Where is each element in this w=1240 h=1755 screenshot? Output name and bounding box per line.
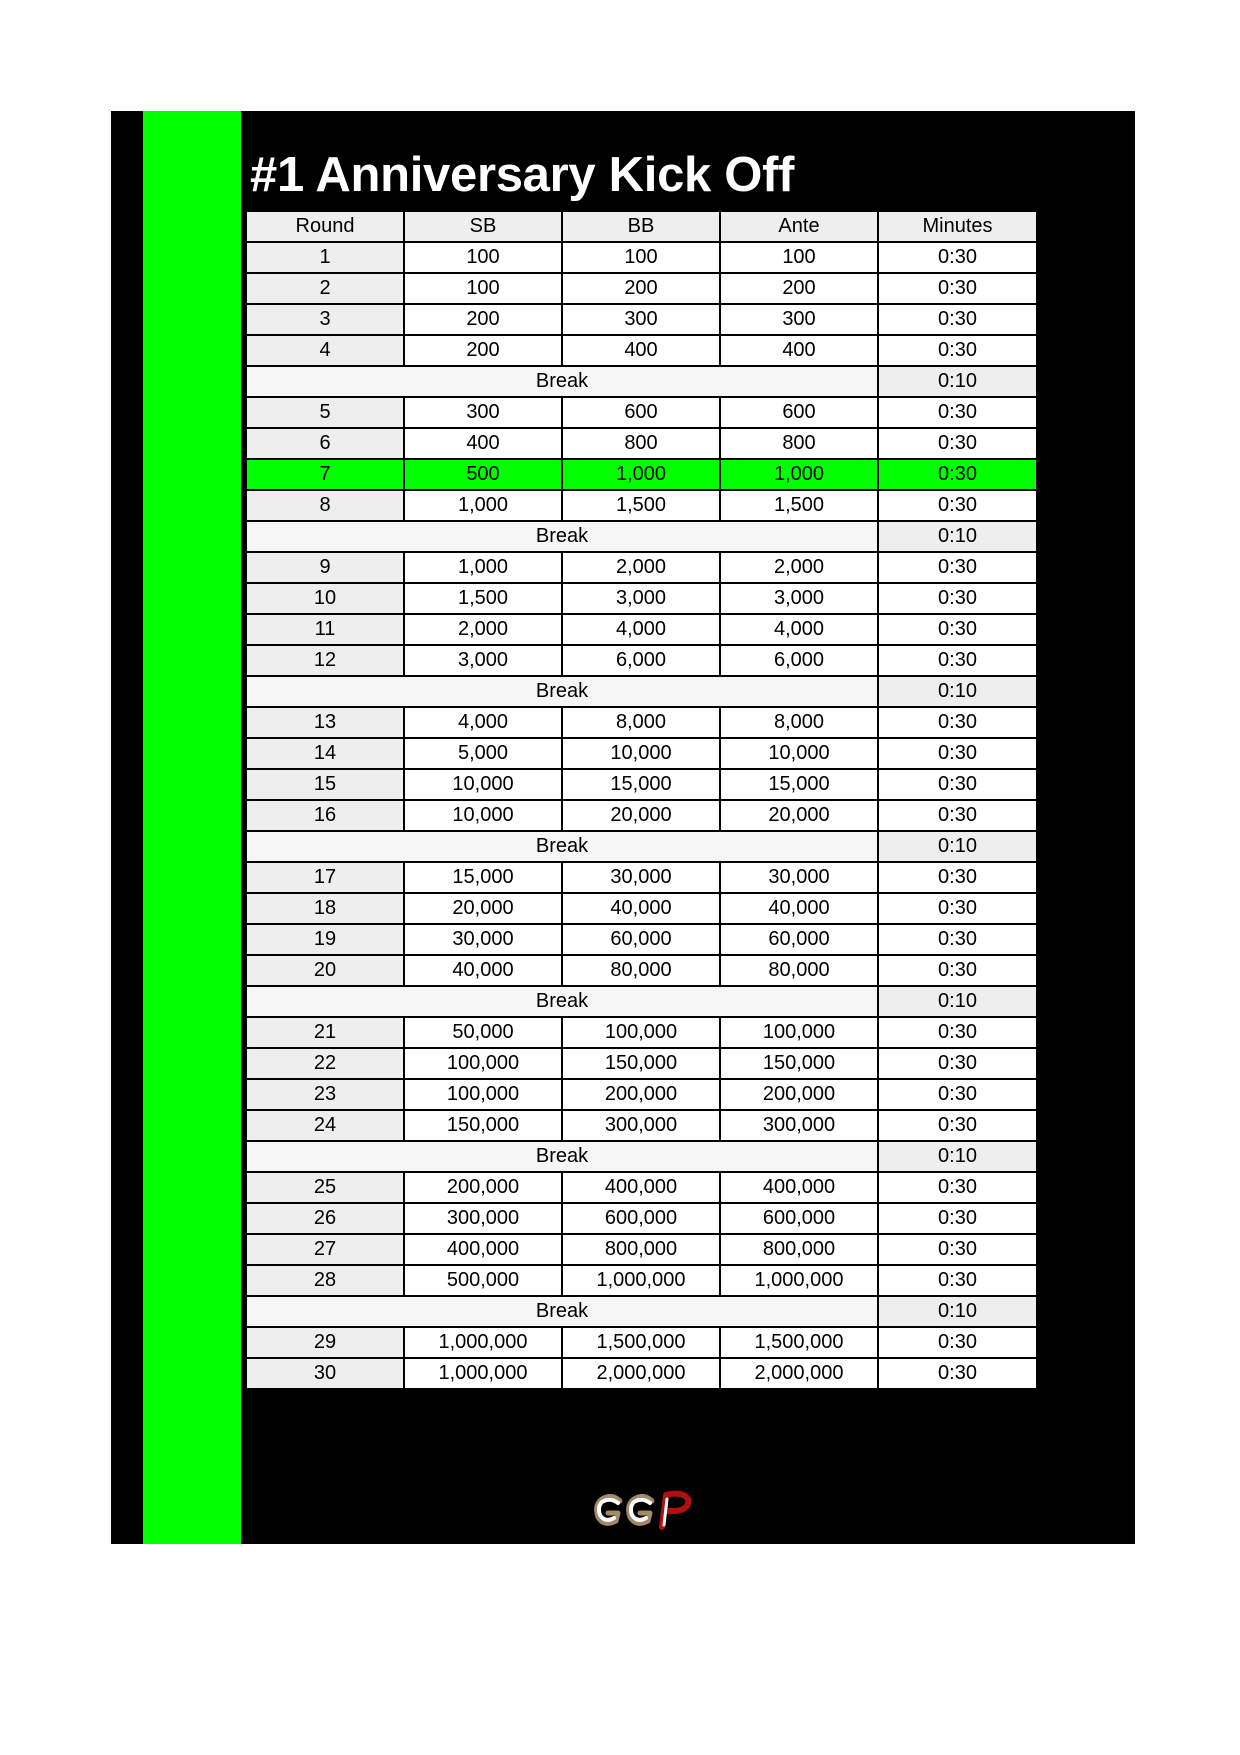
- cell-ante: 8,000: [720, 707, 878, 738]
- cell-round: 7: [246, 459, 404, 490]
- cell-minutes: 0:30: [878, 490, 1037, 521]
- cell-minutes: 0:30: [878, 614, 1037, 645]
- cell-round: 27: [246, 1234, 404, 1265]
- cell-ante: 60,000: [720, 924, 878, 955]
- cell-bb: 6,000: [562, 645, 720, 676]
- cell-sb: 150,000: [404, 1110, 562, 1141]
- cell-bb: 400,000: [562, 1172, 720, 1203]
- page-title: #1 Anniversary Kick Off: [250, 148, 795, 202]
- cell-sb: 500,000: [404, 1265, 562, 1296]
- cell-minutes: 0:30: [878, 1358, 1037, 1389]
- cell-minutes: 0:30: [878, 1234, 1037, 1265]
- cell-ante: 20,000: [720, 800, 878, 831]
- cell-sb: 200,000: [404, 1172, 562, 1203]
- cell-minutes: 0:30: [878, 1203, 1037, 1234]
- cell-bb: 600,000: [562, 1203, 720, 1234]
- cell-round: 11: [246, 614, 404, 645]
- cell-sb: 200: [404, 335, 562, 366]
- cell-minutes: 0:30: [878, 955, 1037, 986]
- cell-round: 15: [246, 769, 404, 800]
- cell-bb: 20,000: [562, 800, 720, 831]
- cell-minutes: 0:30: [878, 800, 1037, 831]
- cell-minutes: 0:30: [878, 707, 1037, 738]
- cell-bb: 40,000: [562, 893, 720, 924]
- table-row: [246, 862, 1037, 893]
- blind-structure-table: [245, 210, 1038, 1390]
- cell-ante: 800: [720, 428, 878, 459]
- table-row: [246, 800, 1037, 831]
- table-row: [246, 1234, 1037, 1265]
- cell-sb: 100: [404, 242, 562, 273]
- cell-bb: 1,000,000: [562, 1265, 720, 1296]
- break-minutes: 0:10: [878, 1296, 1037, 1327]
- cell-sb: 200: [404, 304, 562, 335]
- break-label: Break: [246, 831, 878, 862]
- header-minutes: Minutes: [878, 211, 1037, 242]
- cell-ante: 600: [720, 397, 878, 428]
- table-row: [246, 552, 1037, 583]
- cell-bb: 200,000: [562, 1079, 720, 1110]
- cell-round: 19: [246, 924, 404, 955]
- cell-round: 13: [246, 707, 404, 738]
- table-row: [246, 459, 1037, 490]
- cell-ante: 15,000: [720, 769, 878, 800]
- cell-minutes: 0:30: [878, 397, 1037, 428]
- break-minutes: 0:10: [878, 676, 1037, 707]
- cell-ante: 400,000: [720, 1172, 878, 1203]
- cell-bb: 2,000,000: [562, 1358, 720, 1389]
- cell-sb: 300,000: [404, 1203, 562, 1234]
- table-row: [246, 738, 1037, 769]
- cell-sb: 15,000: [404, 862, 562, 893]
- cell-round: 8: [246, 490, 404, 521]
- table-row: [246, 273, 1037, 304]
- cell-minutes: 0:30: [878, 862, 1037, 893]
- cell-minutes: 0:30: [878, 738, 1037, 769]
- cell-ante: 400: [720, 335, 878, 366]
- cell-bb: 4,000: [562, 614, 720, 645]
- cell-round: 4: [246, 335, 404, 366]
- table-row: [246, 1079, 1037, 1110]
- cell-ante: 100: [720, 242, 878, 273]
- cell-ante: 200,000: [720, 1079, 878, 1110]
- table-body: [246, 242, 1037, 1389]
- cell-round: 12: [246, 645, 404, 676]
- cell-sb: 1,000: [404, 552, 562, 583]
- break-minutes: 0:10: [878, 831, 1037, 862]
- table-row: [246, 707, 1037, 738]
- cell-round: 29: [246, 1327, 404, 1358]
- cell-bb: 1,500: [562, 490, 720, 521]
- cell-round: 28: [246, 1265, 404, 1296]
- cell-sb: 400,000: [404, 1234, 562, 1265]
- cell-ante: 1,000,000: [720, 1265, 878, 1296]
- table-row: [246, 397, 1037, 428]
- cell-minutes: 0:30: [878, 273, 1037, 304]
- break-label: Break: [246, 1141, 878, 1172]
- table-row: [246, 893, 1037, 924]
- cell-ante: 300: [720, 304, 878, 335]
- cell-minutes: 0:30: [878, 1172, 1037, 1203]
- cell-minutes: 0:30: [878, 1327, 1037, 1358]
- cell-sb: 5,000: [404, 738, 562, 769]
- cell-ante: 80,000: [720, 955, 878, 986]
- cell-bb: 800,000: [562, 1234, 720, 1265]
- cell-round: 25: [246, 1172, 404, 1203]
- cell-minutes: 0:30: [878, 893, 1037, 924]
- cell-sb: 1,000,000: [404, 1358, 562, 1389]
- cell-round: 30: [246, 1358, 404, 1389]
- cell-ante: 3,000: [720, 583, 878, 614]
- cell-minutes: 0:30: [878, 769, 1037, 800]
- ggp-logo-icon: [590, 1487, 700, 1533]
- table-row: [246, 1017, 1037, 1048]
- break-label: Break: [246, 676, 878, 707]
- cell-bb: 60,000: [562, 924, 720, 955]
- cell-ante: 200: [720, 273, 878, 304]
- cell-ante: 4,000: [720, 614, 878, 645]
- header-round: Round: [246, 211, 404, 242]
- cell-sb: 300: [404, 397, 562, 428]
- break-minutes: 0:10: [878, 366, 1037, 397]
- cell-round: 6: [246, 428, 404, 459]
- cell-round: 18: [246, 893, 404, 924]
- cell-round: 10: [246, 583, 404, 614]
- header-ante: Ante: [720, 211, 878, 242]
- cell-round: 21: [246, 1017, 404, 1048]
- cell-ante: 10,000: [720, 738, 878, 769]
- cell-sb: 1,000: [404, 490, 562, 521]
- break-row: [246, 1141, 1037, 1172]
- cell-round: 1: [246, 242, 404, 273]
- break-row: [246, 366, 1037, 397]
- table-row: [246, 242, 1037, 273]
- break-minutes: 0:10: [878, 986, 1037, 1017]
- cell-minutes: 0:30: [878, 1048, 1037, 1079]
- cell-bb: 10,000: [562, 738, 720, 769]
- cell-ante: 2,000,000: [720, 1358, 878, 1389]
- cell-ante: 100,000: [720, 1017, 878, 1048]
- break-row: [246, 986, 1037, 1017]
- cell-bb: 150,000: [562, 1048, 720, 1079]
- cell-bb: 80,000: [562, 955, 720, 986]
- table-row: [246, 1358, 1037, 1389]
- cell-sb: 400: [404, 428, 562, 459]
- break-row: [246, 676, 1037, 707]
- cell-round: 22: [246, 1048, 404, 1079]
- cell-bb: 30,000: [562, 862, 720, 893]
- cell-bb: 200: [562, 273, 720, 304]
- cell-bb: 100,000: [562, 1017, 720, 1048]
- cell-ante: 150,000: [720, 1048, 878, 1079]
- cell-ante: 40,000: [720, 893, 878, 924]
- cell-sb: 1,000,000: [404, 1327, 562, 1358]
- break-row: [246, 521, 1037, 552]
- cell-ante: 30,000: [720, 862, 878, 893]
- cell-bb: 8,000: [562, 707, 720, 738]
- cell-bb: 1,000: [562, 459, 720, 490]
- cell-sb: 40,000: [404, 955, 562, 986]
- break-minutes: 0:10: [878, 1141, 1037, 1172]
- cell-sb: 10,000: [404, 769, 562, 800]
- cell-minutes: 0:30: [878, 583, 1037, 614]
- cell-round: 5: [246, 397, 404, 428]
- cell-bb: 600: [562, 397, 720, 428]
- cell-minutes: 0:30: [878, 1017, 1037, 1048]
- cell-ante: 300,000: [720, 1110, 878, 1141]
- table-row: [246, 1265, 1037, 1296]
- table-row: [246, 955, 1037, 986]
- table-row: [246, 769, 1037, 800]
- cell-bb: 800: [562, 428, 720, 459]
- header-bb: BB: [562, 211, 720, 242]
- cell-sb: 10,000: [404, 800, 562, 831]
- cell-sb: 100: [404, 273, 562, 304]
- cell-ante: 2,000: [720, 552, 878, 583]
- table-row: [246, 1048, 1037, 1079]
- table-row: [246, 1327, 1037, 1358]
- cell-sb: 4,000: [404, 707, 562, 738]
- cell-bb: 400: [562, 335, 720, 366]
- cell-minutes: 0:30: [878, 304, 1037, 335]
- cell-round: 20: [246, 955, 404, 986]
- table-row: [246, 1110, 1037, 1141]
- table-row: [246, 924, 1037, 955]
- cell-bb: 300: [562, 304, 720, 335]
- cell-minutes: 0:30: [878, 1079, 1037, 1110]
- break-row: [246, 831, 1037, 862]
- table-row: [246, 428, 1037, 459]
- cell-ante: 1,500,000: [720, 1327, 878, 1358]
- cell-ante: 1,000: [720, 459, 878, 490]
- cell-round: 24: [246, 1110, 404, 1141]
- cell-round: 26: [246, 1203, 404, 1234]
- cell-sb: 1,500: [404, 583, 562, 614]
- table-header-row: [246, 211, 1037, 242]
- cell-sb: 3,000: [404, 645, 562, 676]
- cell-sb: 30,000: [404, 924, 562, 955]
- cell-sb: 500: [404, 459, 562, 490]
- table-row: [246, 1203, 1037, 1234]
- cell-bb: 300,000: [562, 1110, 720, 1141]
- cell-sb: 2,000: [404, 614, 562, 645]
- cell-ante: 800,000: [720, 1234, 878, 1265]
- break-row: [246, 1296, 1037, 1327]
- cell-sb: 20,000: [404, 893, 562, 924]
- cell-round: 23: [246, 1079, 404, 1110]
- cell-round: 9: [246, 552, 404, 583]
- cell-round: 2: [246, 273, 404, 304]
- cell-minutes: 0:30: [878, 552, 1037, 583]
- cell-minutes: 0:30: [878, 1265, 1037, 1296]
- cell-ante: 6,000: [720, 645, 878, 676]
- cell-minutes: 0:30: [878, 428, 1037, 459]
- cell-bb: 3,000: [562, 583, 720, 614]
- break-label: Break: [246, 521, 878, 552]
- table-row: [246, 1172, 1037, 1203]
- cell-round: 3: [246, 304, 404, 335]
- table-row: [246, 583, 1037, 614]
- break-label: Break: [246, 986, 878, 1017]
- table-row: [246, 614, 1037, 645]
- cell-sb: 100,000: [404, 1079, 562, 1110]
- cell-bb: 15,000: [562, 769, 720, 800]
- accent-stripe: [143, 111, 241, 1544]
- cell-round: 14: [246, 738, 404, 769]
- header-sb: SB: [404, 211, 562, 242]
- cell-sb: 100,000: [404, 1048, 562, 1079]
- table-row: [246, 645, 1037, 676]
- cell-sb: 50,000: [404, 1017, 562, 1048]
- table-row: [246, 335, 1037, 366]
- cell-minutes: 0:30: [878, 242, 1037, 273]
- cell-ante: 1,500: [720, 490, 878, 521]
- cell-bb: 100: [562, 242, 720, 273]
- cell-round: 17: [246, 862, 404, 893]
- break-minutes: 0:10: [878, 521, 1037, 552]
- table-row: [246, 490, 1037, 521]
- cell-bb: 2,000: [562, 552, 720, 583]
- table-row: [246, 304, 1037, 335]
- cell-minutes: 0:30: [878, 459, 1037, 490]
- cell-ante: 600,000: [720, 1203, 878, 1234]
- cell-minutes: 0:30: [878, 335, 1037, 366]
- break-label: Break: [246, 366, 878, 397]
- cell-minutes: 0:30: [878, 924, 1037, 955]
- cell-minutes: 0:30: [878, 1110, 1037, 1141]
- break-label: Break: [246, 1296, 878, 1327]
- cell-round: 16: [246, 800, 404, 831]
- cell-bb: 1,500,000: [562, 1327, 720, 1358]
- cell-minutes: 0:30: [878, 645, 1037, 676]
